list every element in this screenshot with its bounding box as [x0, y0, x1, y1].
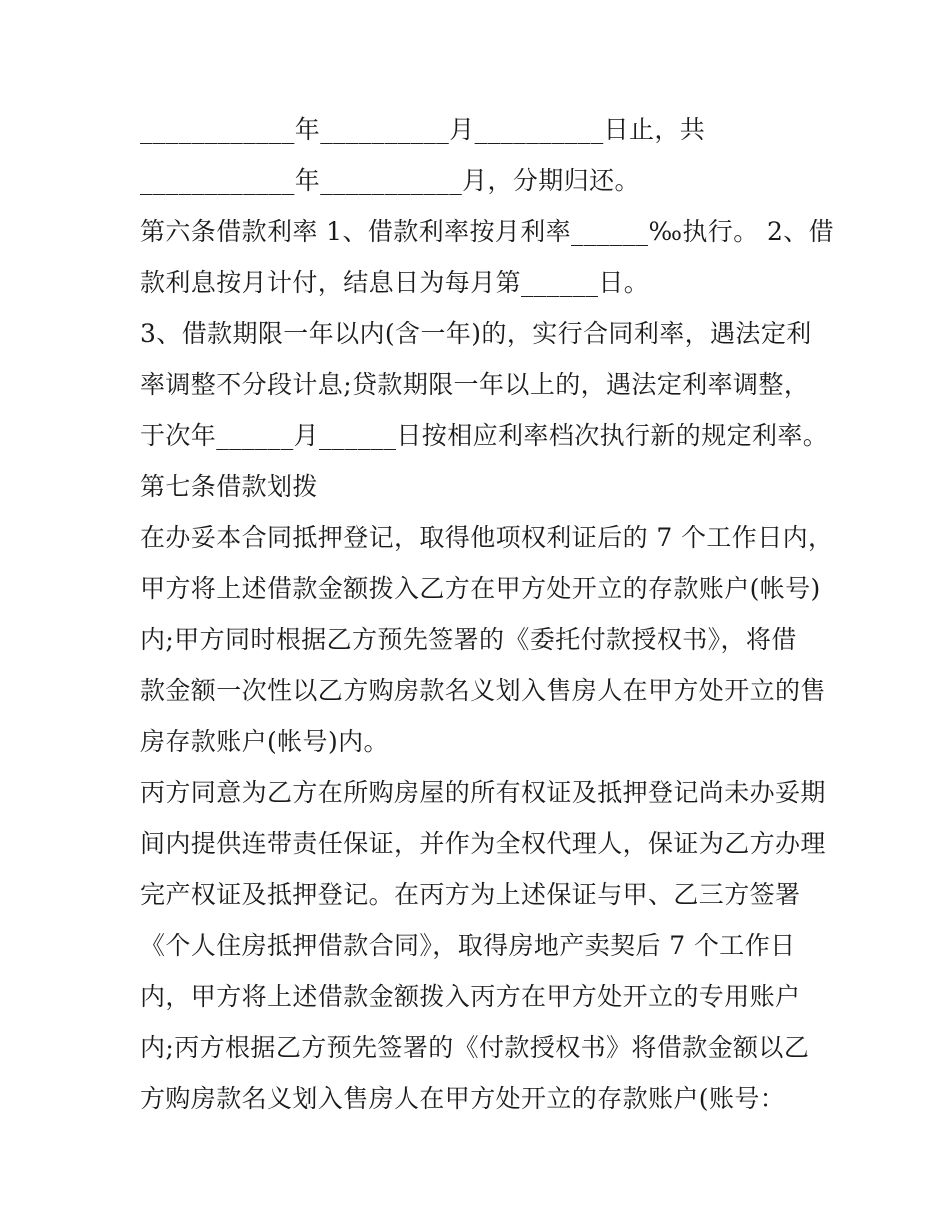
- text-line-11: 内;甲方同时根据乙方预先签署的《委托付款授权书》，将借: [140, 625, 797, 654]
- text-line-9: 在办妥本合同抵押登记，取得他项权利证后的 7 个工作日内，: [140, 523, 834, 552]
- text-line-2: ____________年___________月，分期归还。: [140, 166, 640, 195]
- text-line-6: 率调整不分段计息;贷款期限一年以上的，遇法定利率调整，: [140, 370, 810, 399]
- text-line-3: 第六条借款利率 1、借款利率按月利率______‰执行。 2、借: [140, 217, 835, 246]
- section-heading-article-7: 第七条借款划拨: [140, 472, 318, 501]
- text-line-5: 3、借款期限一年以内(含一年)的，实行合同利率，遇法定利: [140, 319, 812, 348]
- text-line-20: 方购房款名义划入售房人在甲方处开立的存款账户(账号：: [140, 1084, 786, 1113]
- text-line-14: 丙方同意为乙方在所购房屋的所有权证及抵押登记尚未办妥期: [140, 778, 826, 807]
- text-line-16: 完产权证及抵押登记。在丙方为上述保证与甲、乙三方签署: [140, 880, 801, 909]
- text-line-1: ____________年__________月__________日止，共: [140, 115, 706, 144]
- text-line-13: 房存款账户(帐号)内。: [140, 727, 389, 756]
- text-line-15: 间内提供连带责任保证，并作为全权代理人，保证为乙方办理: [140, 829, 826, 858]
- text-line-19: 内;丙方根据乙方预先签署的《付款授权书》将借款金额以乙: [140, 1033, 810, 1062]
- text-line-10: 甲方将上述借款金额拨入乙方在甲方处开立的存款账户(帐号): [140, 574, 821, 603]
- text-line-12: 款金额一次性以乙方购房款名义划入售房人在甲方处开立的售: [140, 676, 826, 705]
- text-line-4: 款利息按月计付，结息日为每月第______日。: [140, 268, 650, 297]
- document-page: [140, 104, 835, 1124]
- text-line-7: 于次年______月______日按相应利率档次执行新的规定利率。: [140, 421, 829, 450]
- text-line-17: 《个人住房抵押借款合同》，取得房地产卖契后 7 个工作日: [140, 931, 796, 960]
- text-line-18: 内，甲方将上述借款金额拨入丙方在甲方处开立的专用账户: [140, 982, 801, 1011]
